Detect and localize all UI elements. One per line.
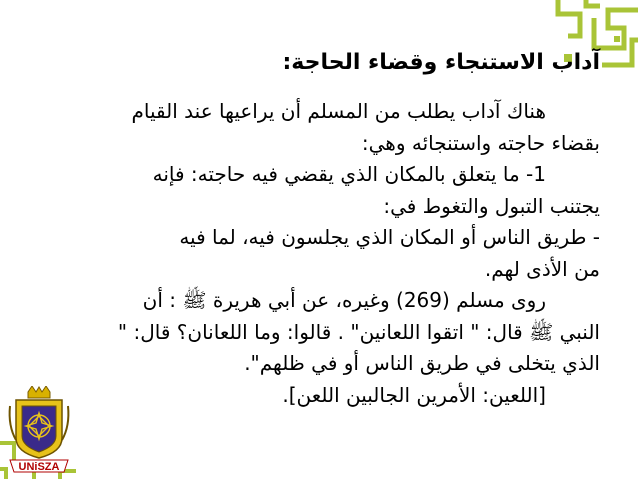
body-line: من الأذى لهم.: [484, 256, 600, 281]
body-line: الذي يتخلى في طريق الناس أو في ظلهم".: [244, 351, 600, 375]
logo-text: UNiSZA: [18, 461, 60, 473]
slide-body: [40, 96, 600, 411]
body-line: 1- ما يتعلق بالمكان الذي يقضي فيه حاجته: فإنه: [152, 162, 546, 186]
body-line: بقضاء حاجته واستنجائه وهي:: [361, 130, 600, 155]
body-line: يجتنب التبول والتغوط في:: [383, 193, 600, 218]
body-line: روى مسلم (269) وغيره، عن أبي هريرة ﷺ : أن: [142, 288, 546, 312]
body-line: [اللعين: الأمرين الجالبين اللعن].: [282, 382, 546, 407]
body-line: النبي ﷺ قال: " اتقوا اللعانين" . قالوا: وما اللعانان؟ قال: ": [117, 319, 600, 344]
body-line: هناك آداب يطلب من المسلم أن يراعيها عند القيام: [131, 99, 546, 123]
unisza-logo: [6, 386, 72, 476]
body-line: - طريق الناس أو المكان الذي يجلسون فيه، لما فيه: [179, 225, 600, 249]
slide-title: آداب الاستنجاء وقضاء الحاجة:: [282, 50, 600, 75]
